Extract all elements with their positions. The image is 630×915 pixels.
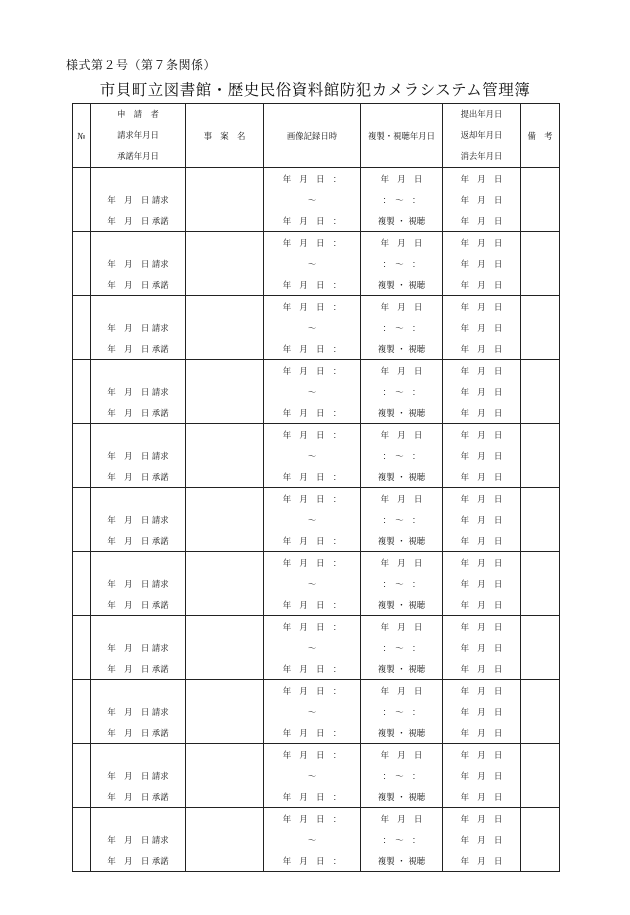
dates-line-1: 年 月 日	[460, 749, 503, 760]
table-row	[73, 744, 560, 808]
applicant-line-3: 年 月 日 承諾	[107, 279, 169, 290]
copy-view-line-3: 複製 ・ 視聴	[377, 343, 426, 354]
cell-remarks[interactable]	[521, 552, 560, 616]
dates-line-2: 年 月 日	[460, 834, 503, 845]
header-copy-view-date: 複製・視聴年月日	[361, 104, 443, 168]
table-row	[73, 552, 560, 616]
dates-line-3: 年 月 日	[460, 535, 503, 546]
applicant-line-2: 年 月 日 請求	[107, 194, 169, 205]
cell-no[interactable]	[73, 680, 91, 744]
header-dates	[443, 104, 521, 168]
applicant-line-3: 年 月 日 承諾	[107, 855, 169, 866]
cell-no[interactable]	[73, 424, 91, 488]
cell-recording-datetime[interactable]	[264, 616, 361, 680]
management-register-table	[72, 103, 560, 872]
applicant-line-2: 年 月 日 請求	[107, 514, 169, 525]
dates-line-2: 年 月 日	[460, 386, 503, 397]
recording-line-1: 年 月 日 ：	[282, 621, 342, 632]
cell-applicant[interactable]	[91, 488, 186, 552]
applicant-line-1	[91, 488, 185, 509]
cell-dates[interactable]	[443, 552, 521, 616]
recording-line-2: ～	[307, 194, 317, 205]
header-no: №	[73, 104, 91, 168]
table-row	[73, 616, 560, 680]
cell-recording-datetime[interactable]	[264, 744, 361, 808]
cell-case-name[interactable]	[186, 360, 264, 424]
cell-dates[interactable]	[443, 168, 521, 232]
recording-line-1: 年 月 日 ：	[282, 813, 342, 824]
cell-remarks[interactable]	[521, 808, 560, 872]
dates-line-1: 年 月 日	[460, 685, 503, 696]
cell-applicant[interactable]	[91, 296, 186, 360]
cell-dates[interactable]	[443, 424, 521, 488]
copy-view-line-2: ： ～ ：	[382, 386, 421, 397]
applicant-line-1	[91, 360, 185, 381]
recording-line-3: 年 月 日 ：	[282, 855, 342, 866]
header-approval-date: 承諾年月日	[117, 151, 159, 161]
cell-remarks[interactable]	[521, 296, 560, 360]
dates-line-1: 年 月 日	[460, 237, 503, 248]
dates-line-1: 年 月 日	[460, 429, 503, 440]
recording-line-2: ～	[307, 450, 317, 461]
cell-copy-view[interactable]	[361, 744, 443, 808]
applicant-line-2: 年 月 日 請求	[107, 258, 169, 269]
header-request-date: 請求年月日	[117, 130, 159, 140]
recording-line-3: 年 月 日 ：	[282, 727, 342, 738]
dates-line-2: 年 月 日	[460, 258, 503, 269]
header-remarks: 備 考	[521, 104, 560, 168]
applicant-line-2: 年 月 日 請求	[107, 642, 169, 653]
cell-case-name[interactable]	[186, 424, 264, 488]
recording-line-3: 年 月 日 ：	[282, 791, 342, 802]
cell-applicant[interactable]	[91, 552, 186, 616]
cell-copy-view[interactable]	[361, 232, 443, 296]
document-title: 市貝町立図書館・歴史民俗資料館防犯カメラシステム管理簿	[99, 81, 531, 99]
copy-view-line-1: 年 月 日	[380, 173, 423, 184]
cell-applicant[interactable]	[91, 168, 186, 232]
cell-applicant[interactable]	[91, 424, 186, 488]
copy-view-line-3: 複製 ・ 視聴	[377, 407, 426, 418]
cell-no[interactable]	[73, 296, 91, 360]
applicant-line-1	[91, 616, 185, 637]
dates-line-2: 年 月 日	[460, 642, 503, 653]
applicant-line-1	[91, 552, 185, 573]
header-return-date: 返却年月日	[460, 130, 503, 140]
dates-line-3: 年 月 日	[460, 471, 503, 482]
applicant-line-3: 年 月 日 承諾	[107, 535, 169, 546]
cell-applicant[interactable]	[91, 232, 186, 296]
recording-line-3: 年 月 日 ：	[282, 471, 342, 482]
copy-view-line-3: 複製 ・ 視聴	[377, 215, 426, 226]
copy-view-line-2: ： ～ ：	[382, 770, 421, 781]
copy-view-line-3: 複製 ・ 視聴	[377, 599, 426, 610]
dates-line-3: 年 月 日	[460, 279, 503, 290]
recording-line-3: 年 月 日 ：	[282, 663, 342, 674]
recording-line-3: 年 月 日 ：	[282, 599, 342, 610]
cell-recording-datetime[interactable]	[264, 680, 361, 744]
applicant-line-1	[91, 168, 185, 189]
cell-recording-datetime[interactable]	[264, 488, 361, 552]
recording-line-2: ～	[307, 322, 317, 333]
copy-view-line-2: ： ～ ：	[382, 450, 421, 461]
applicant-line-3: 年 月 日 承諾	[107, 407, 169, 418]
dates-line-3: 年 月 日	[460, 215, 503, 226]
dates-line-2: 年 月 日	[460, 322, 503, 333]
cell-dates[interactable]	[443, 296, 521, 360]
copy-view-line-1: 年 月 日	[380, 685, 423, 696]
cell-copy-view[interactable]	[361, 360, 443, 424]
header-row	[73, 104, 560, 168]
cell-dates[interactable]	[443, 744, 521, 808]
cell-no[interactable]	[73, 232, 91, 296]
applicant-line-3: 年 月 日 承諾	[107, 663, 169, 674]
cell-remarks[interactable]	[521, 424, 560, 488]
cell-copy-view[interactable]	[361, 552, 443, 616]
copy-view-line-2: ： ～ ：	[382, 194, 421, 205]
cell-applicant[interactable]	[91, 744, 186, 808]
dates-line-1: 年 月 日	[460, 173, 503, 184]
header-submission-date: 提出年月日	[460, 109, 503, 119]
cell-remarks[interactable]	[521, 232, 560, 296]
cell-no[interactable]	[73, 808, 91, 872]
copy-view-line-3: 複製 ・ 視聴	[377, 279, 426, 290]
table-row	[73, 360, 560, 424]
cell-copy-view[interactable]	[361, 680, 443, 744]
cell-no[interactable]	[73, 616, 91, 680]
recording-line-2: ～	[307, 258, 317, 269]
dates-line-1: 年 月 日	[460, 813, 503, 824]
copy-view-line-1: 年 月 日	[380, 301, 423, 312]
form-number: 様式第２号（第７条関係）	[66, 58, 217, 72]
header-applicant	[91, 104, 186, 168]
cell-applicant[interactable]	[91, 360, 186, 424]
table-row	[73, 168, 560, 232]
recording-line-2: ～	[307, 642, 317, 653]
applicant-line-2: 年 月 日 請求	[107, 450, 169, 461]
dates-line-2: 年 月 日	[460, 578, 503, 589]
cell-case-name[interactable]	[186, 808, 264, 872]
recording-line-1: 年 月 日 ：	[282, 493, 342, 504]
dates-line-3: 年 月 日	[460, 407, 503, 418]
dates-line-3: 年 月 日	[460, 599, 503, 610]
copy-view-line-2: ： ～ ：	[382, 514, 421, 525]
cell-case-name[interactable]	[186, 296, 264, 360]
dates-line-2: 年 月 日	[460, 706, 503, 717]
cell-no[interactable]	[73, 744, 91, 808]
applicant-line-3: 年 月 日 承諾	[107, 215, 169, 226]
table-row	[73, 808, 560, 872]
cell-recording-datetime[interactable]	[264, 424, 361, 488]
cell-case-name[interactable]	[186, 616, 264, 680]
dates-line-3: 年 月 日	[460, 855, 503, 866]
cell-no[interactable]	[73, 552, 91, 616]
dates-line-3: 年 月 日	[460, 791, 503, 802]
table-row	[73, 424, 560, 488]
recording-line-1: 年 月 日 ：	[282, 301, 342, 312]
applicant-line-1	[91, 808, 185, 829]
copy-view-line-3: 複製 ・ 視聴	[377, 663, 426, 674]
cell-case-name[interactable]	[186, 680, 264, 744]
cell-recording-datetime[interactable]	[264, 808, 361, 872]
cell-no[interactable]	[73, 488, 91, 552]
recording-line-2: ～	[307, 514, 317, 525]
cell-recording-datetime[interactable]	[264, 296, 361, 360]
recording-line-2: ～	[307, 706, 317, 717]
applicant-line-2: 年 月 日 請求	[107, 706, 169, 717]
cell-remarks[interactable]	[521, 488, 560, 552]
cell-recording-datetime[interactable]	[264, 552, 361, 616]
recording-line-3: 年 月 日 ：	[282, 279, 342, 290]
copy-view-line-1: 年 月 日	[380, 429, 423, 440]
cell-dates[interactable]	[443, 680, 521, 744]
cell-recording-datetime[interactable]	[264, 360, 361, 424]
copy-view-line-1: 年 月 日	[380, 813, 423, 824]
dates-line-1: 年 月 日	[460, 557, 503, 568]
copy-view-line-3: 複製 ・ 視聴	[377, 791, 426, 802]
applicant-line-1	[91, 296, 185, 317]
copy-view-line-1: 年 月 日	[380, 365, 423, 376]
cell-remarks[interactable]	[521, 616, 560, 680]
cell-copy-view[interactable]	[361, 488, 443, 552]
recording-line-1: 年 月 日 ：	[282, 173, 342, 184]
copy-view-line-3: 複製 ・ 視聴	[377, 855, 426, 866]
applicant-line-1	[91, 680, 185, 701]
cell-no[interactable]	[73, 360, 91, 424]
dates-line-2: 年 月 日	[460, 450, 503, 461]
copy-view-line-2: ： ～ ：	[382, 258, 421, 269]
cell-copy-view[interactable]	[361, 296, 443, 360]
dates-line-1: 年 月 日	[460, 365, 503, 376]
recording-line-1: 年 月 日 ：	[282, 365, 342, 376]
copy-view-line-2: ： ～ ：	[382, 706, 421, 717]
cell-dates[interactable]	[443, 232, 521, 296]
dates-line-3: 年 月 日	[460, 727, 503, 738]
dates-line-3: 年 月 日	[460, 343, 503, 354]
recording-line-2: ～	[307, 834, 317, 845]
copy-view-line-3: 複製 ・ 視聴	[377, 727, 426, 738]
header-recording-datetime: 画像記録日時	[264, 104, 361, 168]
dates-line-2: 年 月 日	[460, 194, 503, 205]
applicant-line-3: 年 月 日 承諾	[107, 791, 169, 802]
recording-line-1: 年 月 日 ：	[282, 557, 342, 568]
recording-line-3: 年 月 日 ：	[282, 535, 342, 546]
applicant-line-1	[91, 424, 185, 445]
copy-view-line-2: ： ～ ：	[382, 642, 421, 653]
copy-view-line-3: 複製 ・ 視聴	[377, 471, 426, 482]
recording-line-2: ～	[307, 386, 317, 397]
applicant-line-2: 年 月 日 請求	[107, 770, 169, 781]
recording-line-1: 年 月 日 ：	[282, 749, 342, 760]
cell-recording-datetime[interactable]	[264, 232, 361, 296]
cell-case-name[interactable]	[186, 488, 264, 552]
cell-copy-view[interactable]	[361, 424, 443, 488]
applicant-line-2: 年 月 日 請求	[107, 834, 169, 845]
applicant-line-1	[91, 744, 185, 765]
applicant-line-1	[91, 232, 185, 253]
applicant-line-3: 年 月 日 承諾	[107, 727, 169, 738]
header-deletion-date: 消去年月日	[460, 151, 503, 161]
applicant-line-3: 年 月 日 承諾	[107, 599, 169, 610]
recording-line-1: 年 月 日 ：	[282, 237, 342, 248]
recording-line-3: 年 月 日 ：	[282, 343, 342, 354]
cell-no[interactable]	[73, 168, 91, 232]
cell-remarks[interactable]	[521, 744, 560, 808]
copy-view-line-1: 年 月 日	[380, 493, 423, 504]
dates-line-2: 年 月 日	[460, 770, 503, 781]
table-row	[73, 296, 560, 360]
cell-dates[interactable]	[443, 808, 521, 872]
dates-line-3: 年 月 日	[460, 663, 503, 674]
cell-case-name[interactable]	[186, 232, 264, 296]
table-row	[73, 232, 560, 296]
cell-applicant[interactable]	[91, 808, 186, 872]
copy-view-line-2: ： ～ ：	[382, 578, 421, 589]
cell-dates[interactable]	[443, 488, 521, 552]
cell-dates[interactable]	[443, 616, 521, 680]
applicant-line-3: 年 月 日 承諾	[107, 343, 169, 354]
recording-line-1: 年 月 日 ：	[282, 685, 342, 696]
applicant-line-2: 年 月 日 請求	[107, 578, 169, 589]
copy-view-line-1: 年 月 日	[380, 749, 423, 760]
applicant-line-2: 年 月 日 請求	[107, 386, 169, 397]
copy-view-line-2: ： ～ ：	[382, 834, 421, 845]
copy-view-line-2: ： ～ ：	[382, 322, 421, 333]
cell-copy-view[interactable]	[361, 168, 443, 232]
cell-remarks[interactable]	[521, 168, 560, 232]
copy-view-line-3: 複製 ・ 視聴	[377, 535, 426, 546]
header-applicant-label: 申 請 者	[117, 109, 159, 119]
recording-line-1: 年 月 日 ：	[282, 429, 342, 440]
recording-line-3: 年 月 日 ：	[282, 407, 342, 418]
header-case-name: 事 案 名	[186, 104, 264, 168]
dates-line-1: 年 月 日	[460, 621, 503, 632]
cell-case-name[interactable]	[186, 552, 264, 616]
copy-view-line-1: 年 月 日	[380, 237, 423, 248]
recording-line-3: 年 月 日 ：	[282, 215, 342, 226]
cell-recording-datetime[interactable]	[264, 168, 361, 232]
cell-copy-view[interactable]	[361, 808, 443, 872]
cell-copy-view[interactable]	[361, 616, 443, 680]
cell-applicant[interactable]	[91, 616, 186, 680]
cell-case-name[interactable]	[186, 744, 264, 808]
cell-applicant[interactable]	[91, 680, 186, 744]
cell-dates[interactable]	[443, 360, 521, 424]
table-row	[73, 488, 560, 552]
table-row	[73, 680, 560, 744]
applicant-line-3: 年 月 日 承諾	[107, 471, 169, 482]
recording-line-2: ～	[307, 578, 317, 589]
cell-remarks[interactable]	[521, 680, 560, 744]
dates-line-2: 年 月 日	[460, 514, 503, 525]
applicant-line-2: 年 月 日 請求	[107, 322, 169, 333]
copy-view-line-1: 年 月 日	[380, 621, 423, 632]
recording-line-2: ～	[307, 770, 317, 781]
cell-remarks[interactable]	[521, 360, 560, 424]
dates-line-1: 年 月 日	[460, 493, 503, 504]
dates-line-1: 年 月 日	[460, 301, 503, 312]
copy-view-line-1: 年 月 日	[380, 557, 423, 568]
cell-case-name[interactable]	[186, 168, 264, 232]
